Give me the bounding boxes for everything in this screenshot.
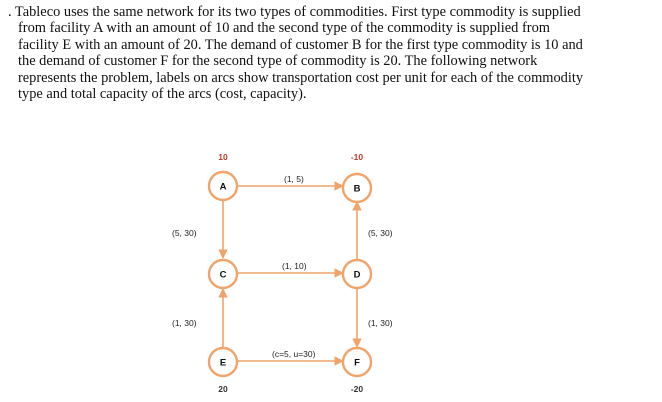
node-D-label: D — [353, 269, 361, 281]
node-A — [209, 172, 237, 200]
problem-line-6: type and total capacity of the arcs (cost, capacity). — [18, 86, 307, 103]
problem-line-2: from facility A with an amount of 10 and the second type of the commodity is supplied from — [18, 20, 550, 37]
problem-line-3: facility E with an amount of 20. The demand of customer B for the first type commodity is 10 and — [18, 36, 583, 53]
arc-label-E-F: (c=5, u=30) — [272, 349, 316, 359]
supply-F: -20 — [350, 384, 364, 394]
node-E-label: E — [219, 357, 227, 369]
node-B — [343, 174, 371, 202]
arc-label-D-B: (5, 30) — [368, 228, 393, 238]
node-A-label: A — [219, 181, 227, 193]
supply-A: 10 — [218, 152, 228, 162]
node-F-label: F — [354, 357, 360, 369]
node-C — [209, 260, 237, 288]
node-B-label: B — [353, 183, 361, 195]
node-F — [343, 348, 371, 376]
node-D — [343, 260, 371, 288]
arc-label-A-C: (5, 30) — [172, 228, 197, 238]
arc-label-E-C: (1, 30) — [172, 318, 197, 328]
arc-label-A-B: (1, 5) — [284, 174, 304, 184]
arc-label-D-F: (1, 30) — [368, 318, 393, 328]
node-E — [209, 348, 237, 376]
supply-B: -10 — [350, 152, 364, 162]
problem-line-1: . Tableco uses the same network for its two types of commodities. First type commodity is supplied — [8, 4, 581, 20]
problem-line-5: represents the problem, labels on arcs show transportation cost per unit for each of the commodity — [18, 69, 584, 86]
arc-label-C-D: (1, 10) — [282, 261, 307, 271]
supply-E: 20 — [218, 384, 228, 394]
node-C-label: C — [219, 269, 227, 281]
problem-line-4: the demand of customer F for the second type of commodity is 20. The following network — [18, 53, 538, 70]
